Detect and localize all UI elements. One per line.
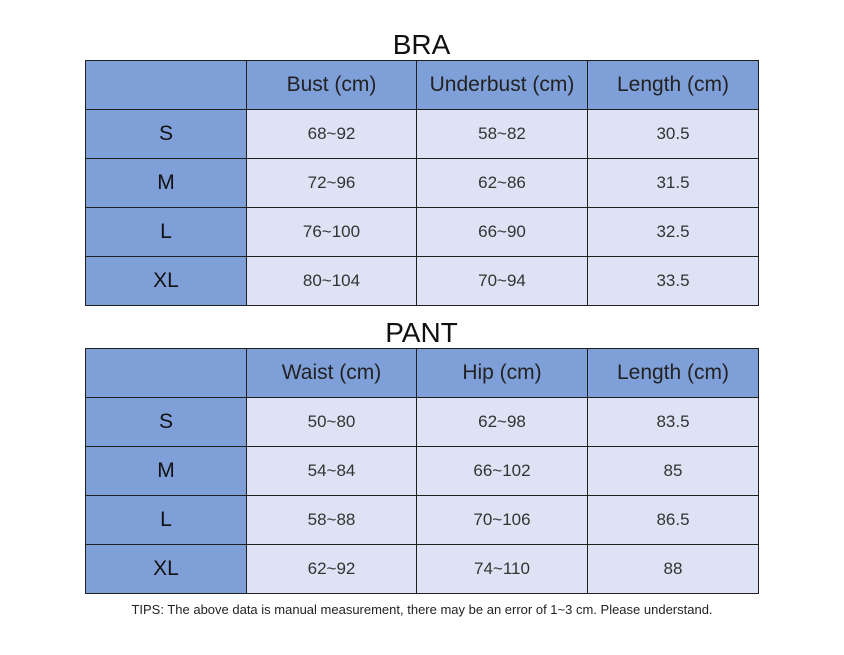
table-corner-cell: [86, 61, 247, 110]
size-label: XL: [86, 257, 247, 306]
table-cell: 58~88: [247, 496, 417, 545]
table-cell: 83.5: [588, 398, 759, 447]
table-cell: 76~100: [247, 208, 417, 257]
table-cell: 62~92: [247, 545, 417, 594]
table-cell: 62~86: [417, 159, 588, 208]
table-cell: 66~90: [417, 208, 588, 257]
size-label: M: [86, 159, 247, 208]
table-row: [86, 398, 759, 447]
table-cell: 88: [588, 545, 759, 594]
column-header: Length (cm): [588, 349, 759, 398]
column-header: Length (cm): [588, 61, 759, 110]
table-cell: 80~104: [247, 257, 417, 306]
table-row: [86, 208, 759, 257]
column-header: Hip (cm): [417, 349, 588, 398]
table-cell: 30.5: [588, 110, 759, 159]
table-header-row: [86, 349, 759, 398]
table-cell: 58~82: [417, 110, 588, 159]
pant-size-table: [85, 348, 759, 594]
table-cell: 32.5: [588, 208, 759, 257]
size-label: XL: [86, 545, 247, 594]
bra-size-table: [85, 60, 759, 306]
table-cell: 74~110: [417, 545, 588, 594]
size-label: L: [86, 208, 247, 257]
table-cell: 31.5: [588, 159, 759, 208]
table-cell: 70~94: [417, 257, 588, 306]
table-header-row: [86, 61, 759, 110]
pant-section-title: PANT: [385, 317, 458, 348]
size-label: S: [86, 110, 247, 159]
table-cell: 70~106: [417, 496, 588, 545]
table-row: [86, 496, 759, 545]
table-cell: 86.5: [588, 496, 759, 545]
size-label: S: [86, 398, 247, 447]
column-header: Waist (cm): [247, 349, 417, 398]
table-row: [86, 159, 759, 208]
table-cell: 85: [588, 447, 759, 496]
table-cell: 62~98: [417, 398, 588, 447]
table-cell: 66~102: [417, 447, 588, 496]
table-row: [86, 545, 759, 594]
bra-section-title: BRA: [392, 29, 451, 60]
table-cell: 54~84: [247, 447, 417, 496]
table-row: [86, 447, 759, 496]
column-header: Bust (cm): [247, 61, 417, 110]
column-header: Underbust (cm): [417, 61, 588, 110]
table-corner-cell: [86, 349, 247, 398]
tips-note: TIPS: The above data is manual measurement, there may be an error of 1~3 cm. Please understand.: [131, 602, 713, 617]
table-row: [86, 257, 759, 306]
table-cell: 50~80: [247, 398, 417, 447]
table-row: [86, 110, 759, 159]
size-label: M: [86, 447, 247, 496]
table-cell: 68~92: [247, 110, 417, 159]
table-cell: 72~96: [247, 159, 417, 208]
table-cell: 33.5: [588, 257, 759, 306]
size-label: L: [86, 496, 247, 545]
